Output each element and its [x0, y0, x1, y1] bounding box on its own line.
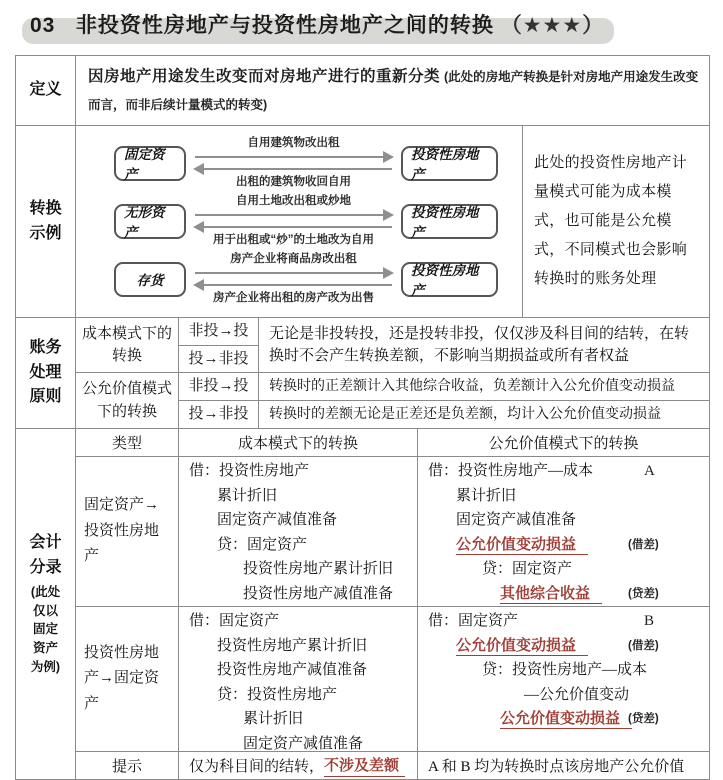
entry-line [418, 508, 709, 533]
tip-fv-text: A 和 B 均为转换时点该房地产公允价值 [428, 759, 685, 775]
entry-annotation: B [644, 613, 655, 629]
tip-cost-red: 不涉及差额 [324, 754, 405, 777]
direction-cell: 投→非投 [179, 346, 259, 373]
entry-type-fixed-to-inv: 固定资产→投资性房地产 [76, 457, 179, 607]
entry-account: 贷：固定资产 [482, 561, 573, 577]
entries-header-cost: 成本模式下的转换 [179, 429, 418, 457]
entry-account: 借：固定资产 [428, 613, 519, 629]
direction-cell: 投→非投 [179, 401, 259, 428]
fv-n2i-desc: 转换时的正差额计入其他综合收益，负差额计入公允价值变动损益 [259, 373, 709, 401]
entries-grid [76, 429, 709, 779]
entry-account-red: 其他综合收益 [500, 586, 602, 604]
principles-row-label: 账务处理原则 [16, 318, 76, 428]
tip-cost-text [179, 752, 418, 779]
entry-cost-inv-to-fixed [179, 607, 418, 752]
definition-row-label: 定义 [16, 56, 76, 125]
examples-row [16, 126, 709, 318]
title-text: 非投资性房地产与投资性房地产之间的转换 [75, 14, 494, 37]
entry-line [418, 609, 709, 634]
entry-line [418, 533, 709, 558]
definition-paren-text: (此处的房地产转换是针对房地产用途发生改变而言，而非后续计量模式的转变) [88, 70, 699, 112]
entries-header-type: 类型 [76, 429, 179, 457]
entry-line [179, 508, 417, 533]
diagram-target-box: 投资性房地产 [401, 262, 498, 297]
entries-label-sub: (此处仅以固定资产为例) [30, 584, 61, 674]
cost-mode-desc: 无论是非投转投，还是投转非投，仅仅涉及科目间的结转，在转换时不会产生转换差额，不影响当期损益或所有者权益 [259, 318, 709, 373]
entry-account: 贷：固定资产 [217, 536, 308, 553]
entry-annotation: (借差) [628, 639, 659, 652]
entry-account-red: 公允价值变动损益 [456, 638, 588, 656]
diagram-source-box: 固定资产 [114, 146, 186, 181]
entry-account: 借：固定资产 [189, 613, 280, 629]
diagram-row [114, 136, 498, 190]
title-number: 03 [30, 14, 56, 37]
examples-row-label: 转换示例 [16, 126, 76, 317]
entry-line [418, 683, 709, 708]
entry-fv-fixed-to-inv [418, 457, 709, 607]
content-table [15, 55, 710, 780]
entry-line [418, 658, 709, 683]
entry-line [179, 634, 417, 659]
entry-line [418, 707, 709, 732]
principles-grid [76, 318, 709, 428]
entry-annotation: (借差) [628, 538, 659, 551]
definition-content [76, 56, 709, 125]
entries-row [16, 429, 709, 779]
arrow-left-icon [195, 168, 392, 170]
entry-type-inv-to-fixed: 投资性房地产→固定资产 [76, 607, 179, 752]
diagram-row [114, 194, 498, 248]
entry-line [179, 732, 417, 757]
entry-line [418, 459, 709, 484]
entry-cost-fixed-to-inv [179, 457, 418, 607]
backward-arrow-label: 用于出租或“炒”的土地改为自用 [213, 234, 374, 246]
entry-account: —公允价值变动 [524, 686, 630, 703]
entry-account: 投资性房地产减值准备 [217, 662, 368, 678]
backward-arrow-label: 出租的建筑物收回自用 [236, 176, 351, 188]
entry-annotation: (贷差) [628, 587, 659, 600]
entry-account: 固定资产减值准备 [456, 512, 577, 528]
entry-line [418, 634, 709, 659]
entry-line [418, 557, 709, 582]
entry-line [179, 707, 417, 732]
diagram-row [114, 252, 498, 306]
entry-account-red: 公允价值变动损益 [456, 537, 588, 555]
fv-i2n-desc: 转换时的差额无论是正差还是负差额，均计入公允价值变动损益 [269, 407, 661, 422]
entries-label-main: 会计分录 [29, 534, 62, 577]
entry-line [179, 658, 417, 683]
forward-arrow-label: 房产企业将商品房改出租 [230, 253, 357, 265]
entry-account: 固定资产减值准备 [217, 512, 338, 528]
principles-row [16, 318, 709, 429]
entry-line [179, 557, 417, 582]
entry-account: 累计折旧 [243, 711, 304, 727]
entry-line [418, 582, 709, 607]
entry-account: 贷：投资性房地产 [217, 686, 338, 703]
entry-line [179, 459, 417, 484]
entry-line [418, 484, 709, 509]
arrow-right-icon [195, 214, 392, 216]
entry-annotation: A [644, 463, 655, 479]
definition-main-text: 因房地产用途发生改变而对房地产进行的重新分类 [88, 68, 441, 85]
entry-line [179, 582, 417, 607]
entry-fv-inv-to-fixed [418, 607, 709, 752]
tip-cost-plain: 仅为科目间的结转， [189, 759, 325, 775]
entry-annotation: (贷差) [628, 713, 659, 725]
arrow-left-icon [195, 226, 392, 228]
cost-mode-cell: 成本模式下的转换 [76, 318, 179, 373]
diagram-source-box: 存货 [114, 262, 186, 297]
diagram-source-box: 无形资产 [114, 204, 186, 239]
diagram-target-box: 投资性房地产 [401, 146, 498, 181]
entry-account-red: 公允价值变动损益 [500, 711, 632, 729]
entries-header-fv: 公允价值模式下的转换 [418, 429, 709, 457]
entry-account: 累计折旧 [456, 487, 517, 504]
entry-line [179, 484, 417, 509]
measurement-mode-note: 此处的投资性房地产计量模式可能为成本模式，也可能是公允模式，不同模式也会影响转换时的账务处理 [534, 155, 688, 287]
entry-line [179, 533, 417, 558]
backward-arrow-label: 房产企业将出租的房产改为出售 [213, 292, 374, 304]
diagram-target-box: 投资性房地产 [401, 204, 498, 239]
entry-account: 投资性房地产减值准备 [243, 585, 394, 602]
entry-account: 借：投资性房地产 [189, 463, 310, 479]
entry-account: 投资性房地产累计折旧 [243, 561, 394, 577]
diagram-arrows [189, 194, 398, 248]
direction-cell: 非投→投 [179, 318, 259, 346]
tip-label: 提示 [76, 752, 179, 779]
entry-account: 贷：投资性房地产—成本 [482, 662, 648, 678]
fv-mode-cell: 公允价值模式下的转换 [76, 373, 179, 428]
entry-account: 借：投资性房地产—成本 [428, 463, 594, 479]
forward-arrow-label: 自用土地改出租或炒地 [236, 195, 351, 207]
entries-row-label [16, 429, 76, 779]
entry-line [179, 683, 417, 708]
direction-cell: 非投→投 [179, 373, 259, 401]
arrow-left-icon [195, 284, 392, 286]
conversion-diagram [76, 126, 523, 318]
entry-account: 固定资产减值准备 [243, 735, 364, 752]
entry-line [179, 609, 417, 634]
title-stars: （★★★） [500, 14, 605, 37]
diagram-arrows [189, 252, 398, 306]
arrow-right-icon [195, 156, 392, 158]
diagram-arrows [189, 136, 398, 190]
page-title [28, 9, 610, 41]
forward-arrow-label: 自用建筑物改出租 [247, 137, 340, 149]
entry-account: 投资性房地产累计折旧 [217, 637, 368, 654]
definition-row [16, 56, 709, 126]
entry-account: 累计折旧 [217, 487, 278, 504]
arrow-right-icon [195, 272, 392, 274]
